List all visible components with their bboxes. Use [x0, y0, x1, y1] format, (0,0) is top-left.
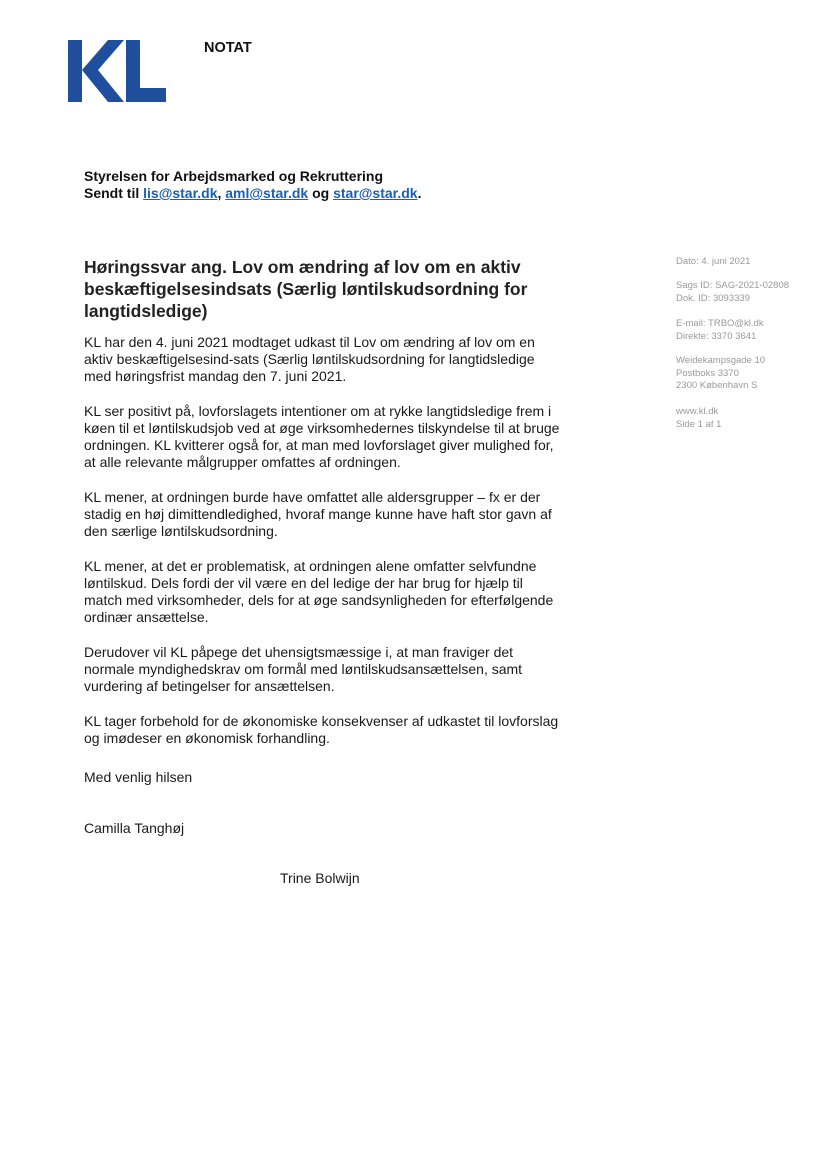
- body-paragraph: KL tager forbehold for de økonomiske konsekvenser af udkastet til lovforslag og imødeser en økonomisk forhandling.: [84, 713, 559, 746]
- sent-to-label: Sendt til: [84, 185, 140, 201]
- separator-comma: ,: [217, 185, 222, 201]
- kl-logo: [68, 40, 168, 102]
- contact-email: E-mail: TRBO@kl.dk: [676, 318, 764, 329]
- contact-phone: Direkte: 3370 3641: [676, 330, 757, 342]
- case-id: Sags ID: SAG-2021-02808: [676, 280, 790, 291]
- sidebar-address: [676, 355, 816, 393]
- body-paragraph: KL mener, at ordningen burde have omfattet alle aldersgrupper – fx er der stadig en høj dimittendledighed, hvoraf mange kunne have haft stor gavn af den særlige løntilskudsordning.: [84, 489, 552, 539]
- email-link-aml[interactable]: aml@star.dk: [225, 185, 309, 201]
- signer-name: Camilla Tanghøj: [84, 820, 185, 836]
- sidebar-ids: [676, 280, 816, 305]
- address-line: 2300 København S: [676, 380, 758, 392]
- address-line: Postboks 3370: [676, 367, 739, 379]
- address-line: Weidekampsgade 10: [676, 355, 766, 366]
- document-type: NOTAT: [204, 40, 252, 56]
- body-paragraph: KL har den 4. juni 2021 modtaget udkast til Lov om ændring af lov om en aktiv beskæftigelsesind-sats (Særlig løntilskudsordning for langtidsledige med høringsfrist mandag den 7. juni 2021.: [84, 334, 535, 384]
- website: www.kl.dk: [676, 406, 719, 417]
- sidebar-contact: [676, 318, 816, 343]
- sidebar-footer: [676, 406, 816, 431]
- document-title: Høringssvar ang. Lov om ændring af lov om en aktiv beskæftigelsesindsats (Særlig løntilskudsordning for langtidsledige): [84, 257, 528, 321]
- recipient-name: Styrelsen for Arbejdsmarked og Rekruttering: [84, 168, 384, 184]
- body-paragraph: KL ser positivt på, lovforslagets intentioner om at rykke langtidsledige frem i køen til et løntilskudsjob ved at øge virksomhedernes tilskyndelse til at bruge ordningen. KL kvitterer også for, at man med lovforslaget giver mulighed for, at alle relevante målgrupper omfattes af ordningen.: [84, 403, 560, 470]
- closing-greeting: Med venlig hilsen: [84, 769, 193, 785]
- email-link-star[interactable]: star@star.dk: [333, 185, 418, 201]
- sidebar-date: [676, 256, 816, 269]
- separator-og: og: [312, 185, 330, 201]
- separator-period: .: [417, 185, 422, 201]
- recipient-block: [84, 168, 421, 202]
- body-paragraph: Derudover vil KL påpege det uhensigtsmæssige i, at man fraviger det normale myndighedskrav om formål med løntilskudsansættelsen, samt vurdering af betingelser for ansættelsen.: [84, 644, 523, 694]
- email-link-lis[interactable]: lis@star.dk: [143, 185, 218, 201]
- page-indicator: Side 1 af 1: [676, 418, 722, 430]
- sent-to-line: [84, 185, 421, 202]
- date-label: Dato: 4. juni 2021: [676, 256, 751, 267]
- body-paragraph: KL mener, at det er problematisk, at ordningen alene omfatter selvfundne løntilskud. Dels fordi der vil være en del ledige der har brug for hjælp til match med virksomheder, dels for at øge sandsynligheden for efterfølgende ordinær ansættelse.: [84, 558, 554, 625]
- signer-name: Trine Bolwijn: [280, 870, 360, 886]
- doc-id: Dok. ID: 3093339: [676, 292, 750, 304]
- document-body: [84, 334, 564, 765]
